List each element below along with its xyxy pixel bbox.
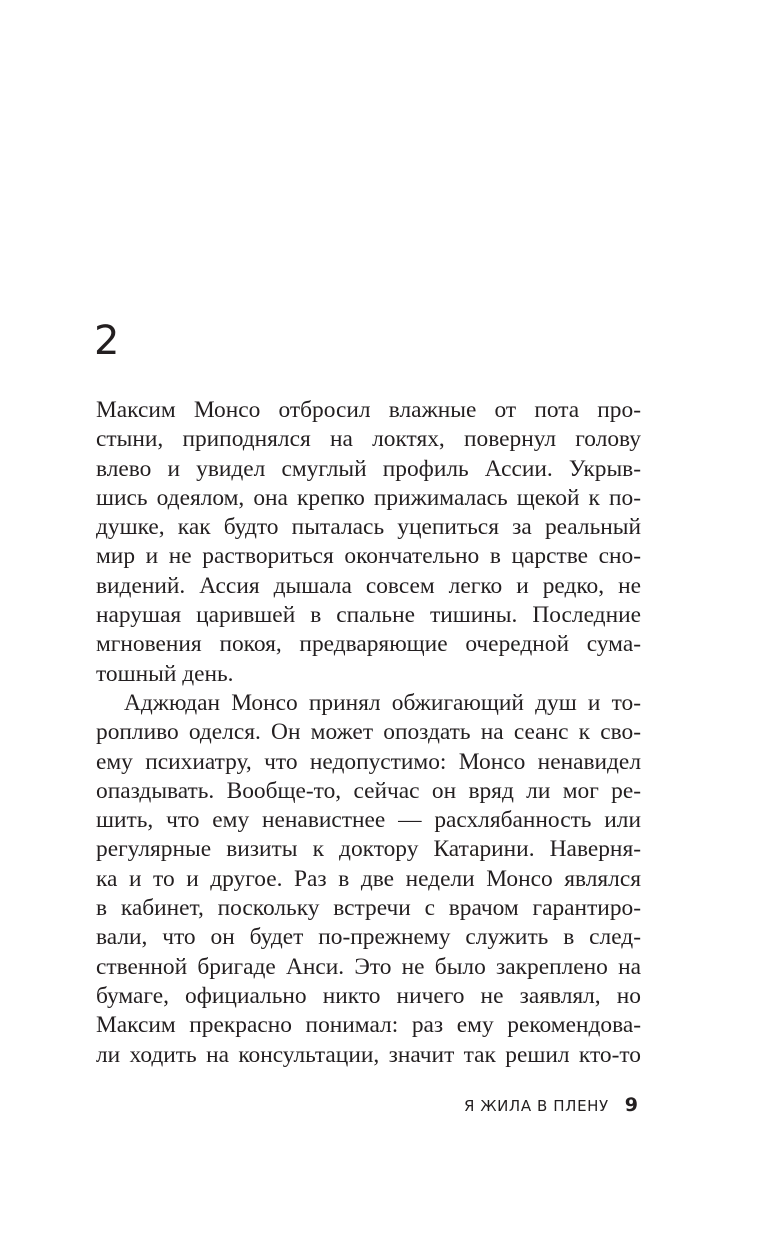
text-line: регулярные визиты к доктору Катарини. Наверня- bbox=[96, 836, 641, 863]
text-line: ему психиатру, что недопустимо: Монсо ненавидел bbox=[96, 748, 641, 775]
text-line: мир и не раствориться окончательно в царстве сно- bbox=[96, 543, 641, 570]
text-line: шить, что ему ненавистнее — расхлябанность или bbox=[96, 807, 641, 834]
text-line: Максим Монсо отбросил влажные от пота про- bbox=[96, 397, 641, 423]
text-line: видений. Ассия дышала совсем легко и редко, не bbox=[96, 572, 641, 599]
text-line: ка и то и другое. Раз в две недели Монсо являлся bbox=[96, 865, 641, 892]
chapter-number: 2 bbox=[94, 318, 120, 364]
text-line: стыни, приподнялся на локтях, повернул голову bbox=[96, 426, 641, 453]
text-line: Аджюдан Монсо принял обжигающий душ и то- bbox=[124, 689, 641, 716]
chapter-body bbox=[96, 396, 641, 1070]
text-line: шись одеялом, она крепко прижималась щекой к по- bbox=[96, 484, 641, 511]
text-line: душке, как будто пыталась уцепиться за реальный bbox=[96, 514, 641, 541]
text-line: Максим прекрасно понимал: раз ему рекомендова- bbox=[96, 1012, 641, 1039]
text-line: бумаге, официально никто ничего не заявлял, но bbox=[96, 982, 641, 1009]
text-line: ственной бригаде Анси. Это не было закреплено на bbox=[96, 953, 641, 980]
text-line: ли ходить на консультации, значит так решил кто-то bbox=[96, 1041, 641, 1068]
page-number: 9 bbox=[624, 1094, 638, 1116]
text-line: нарушая царившей в спальне тишины. Последние bbox=[96, 602, 641, 629]
text-line: в кабинет, поскольку встречи с врачом гарантиро- bbox=[96, 895, 641, 922]
text-line: вали, что он будет по-прежнему служить в след- bbox=[96, 924, 641, 951]
paragraph bbox=[96, 689, 641, 1070]
running-footer bbox=[464, 1094, 638, 1116]
text-line: тошный день. bbox=[96, 660, 234, 687]
text-line: ропливо оделся. Он может опоздать на сеанс к сво- bbox=[96, 719, 641, 746]
text-line: влево и увидел смуглый профиль Ассии. Укрыв- bbox=[96, 455, 641, 482]
text-line: опаздывать. Вообще-то, сейчас он вряд ли мог ре- bbox=[96, 777, 641, 804]
text-line: мгновения покоя, предваряющие очередной сума- bbox=[96, 631, 641, 658]
paragraph bbox=[96, 396, 641, 689]
book-title: Я ЖИЛА В ПЛЕНУ bbox=[463, 1097, 609, 1115]
